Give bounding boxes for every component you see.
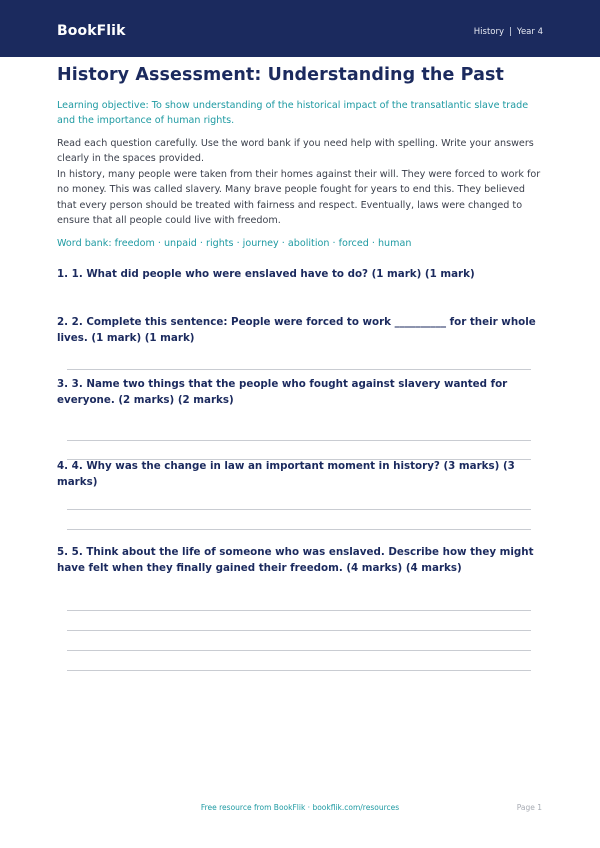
question-2: 2. 2. Complete this sentence: People were forced to work __________ for their whole lives. (1 mark) (1 mark): [57, 316, 536, 344]
header-meta: [474, 27, 543, 37]
answer-line[interactable]: [67, 369, 531, 370]
page-title: History Assessment: Understanding the Past: [57, 65, 504, 85]
answer-line[interactable]: [67, 670, 531, 671]
answer-line[interactable]: [67, 630, 531, 631]
reading-passage: In history, many people were taken from their homes against their will. They were forced to work for no money. This was called slavery. Many brave people fought for years to end this. They believed that every person should be treated with fairness and respect. Eventually, laws were changed to ensure that all people could live with freedom.: [57, 169, 541, 227]
instructions: Read each question carefully. Use the word bank if you need help with spelling. Write your answers clearly in the spaces provided.: [57, 138, 534, 165]
learning-objective: Learning objective: To show understanding of the historical impact of the transatlantic slave trade and the importance of human rights.: [57, 100, 529, 127]
answer-line[interactable]: [67, 440, 531, 441]
footer-resource-link[interactable]: Free resource from BookFlik · bookflik.com/resources: [200, 803, 400, 812]
subject-label: History: [473, 27, 505, 37]
answer-line[interactable]: [67, 509, 531, 510]
answer-line[interactable]: [67, 529, 531, 530]
answer-line[interactable]: [67, 650, 531, 651]
question-4: 4. 4. Why was the change in law an important moment in history? (3 marks) (3 marks): [57, 460, 515, 488]
question-5: 5. 5. Think about the life of someone who was enslaved. Describe how they might have felt when they finally gained their freedom. (4 marks) (4 marks): [57, 546, 534, 574]
question-1: 1. 1. What did people who were enslaved have to do? (1 mark) (1 mark): [57, 268, 475, 280]
word-bank: Word bank: freedom · unpaid · rights · journey · abolition · forced · human: [57, 238, 412, 249]
page-number: Page 1: [516, 803, 542, 812]
question-3: 3. 3. Name two things that the people who fought against slavery wanted for everyone. (2 marks) (2 marks): [57, 378, 508, 406]
header-separator: |: [509, 27, 512, 37]
brand-logo: BookFlik: [57, 23, 126, 39]
year-label: Year 4: [516, 27, 543, 37]
answer-line[interactable]: [67, 610, 531, 611]
page-header: [0, 0, 600, 57]
